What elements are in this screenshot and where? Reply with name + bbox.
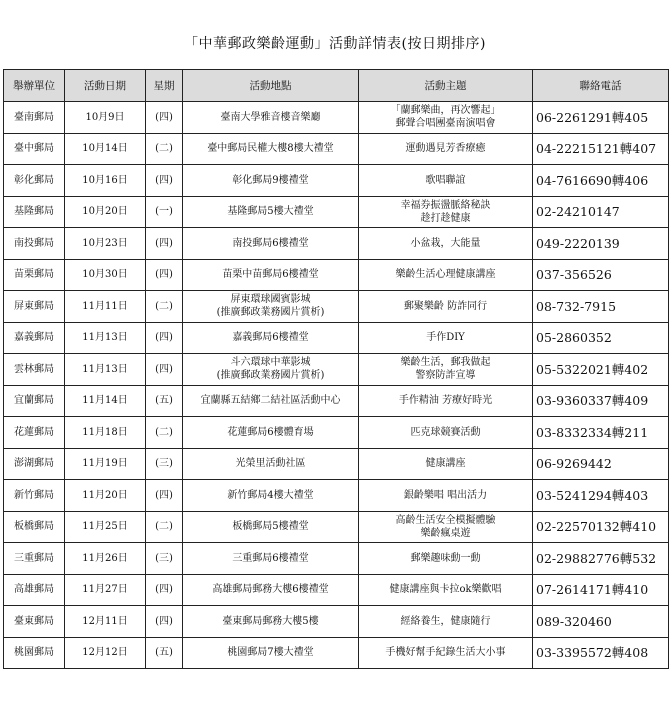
cell-phone: 02-24210147: [533, 196, 669, 228]
cell-location: 臺東郵局郵務大樓5樓: [183, 606, 359, 638]
cell-weekday: (四): [146, 354, 183, 386]
cell-theme: 郵聚樂齡 防詐同行: [359, 291, 533, 323]
cell-theme: 樂齡生活心理健康講座: [359, 259, 533, 291]
cell-unit: 桃園郵局: [4, 637, 65, 669]
cell-theme: 手作精油 芳療好時光: [359, 385, 533, 417]
cell-phone: 02-29882776轉532: [533, 543, 669, 575]
cell-location: 高雄郵局郵務大樓6樓禮堂: [183, 574, 359, 606]
cell-unit: 苗栗郵局: [4, 259, 65, 291]
page-title: 「中華郵政樂齡運動」活動詳情表(按日期排序): [184, 36, 486, 52]
cell-unit: 高雄郵局: [4, 574, 65, 606]
cell-weekday: (四): [146, 322, 183, 354]
cell-theme: 手機好幫手紀錄生活大小事: [359, 637, 533, 669]
cell-phone: 06-9269442: [533, 448, 669, 480]
cell-unit: 彰化郵局: [4, 165, 65, 197]
cell-phone: 04-7616690轉406: [533, 165, 669, 197]
header-location: 活動地點: [183, 70, 359, 102]
cell-weekday: (四): [146, 574, 183, 606]
cell-location: 基隆郵局5樓大禮堂: [183, 196, 359, 228]
header-unit: 舉辦單位: [4, 70, 65, 102]
cell-date: 11月13日: [65, 354, 146, 386]
table-row: [4, 637, 669, 669]
table-row: [4, 165, 669, 197]
cell-unit: 南投郵局: [4, 228, 65, 260]
cell-date: 11月13日: [65, 322, 146, 354]
cell-unit: 新竹郵局: [4, 480, 65, 512]
header-weekday: 星期: [146, 70, 183, 102]
activity-table: [3, 69, 669, 669]
cell-theme: 經絡養生，健康隨行: [359, 606, 533, 638]
cell-theme: 銀齡樂唱 唱出活力: [359, 480, 533, 512]
cell-date: 11月27日: [65, 574, 146, 606]
cell-unit: 屏東郵局: [4, 291, 65, 323]
cell-theme: 匹克球競賽活動: [359, 417, 533, 449]
cell-weekday: (二): [146, 291, 183, 323]
table-row: [4, 354, 669, 386]
cell-location: 板橋郵局5樓禮堂: [183, 511, 359, 543]
cell-date: 10月14日: [65, 133, 146, 165]
table-row: [4, 417, 669, 449]
cell-weekday: (二): [146, 417, 183, 449]
cell-date: 10月30日: [65, 259, 146, 291]
header-phone: 聯絡電話: [533, 70, 669, 102]
cell-date: 10月16日: [65, 165, 146, 197]
cell-weekday: (三): [146, 543, 183, 575]
cell-theme: 健康講座與卡拉ok樂歡唱: [359, 574, 533, 606]
cell-date: 10月20日: [65, 196, 146, 228]
cell-theme: 「蘭郵樂曲，再次響起」 郵聲合唱團臺南演唱會: [359, 102, 533, 134]
table-row: [4, 291, 669, 323]
cell-weekday: (四): [146, 228, 183, 260]
cell-weekday: (四): [146, 480, 183, 512]
table-body: [4, 102, 669, 669]
cell-weekday: (四): [146, 165, 183, 197]
cell-theme: 運動遇見芳香療癒: [359, 133, 533, 165]
cell-phone: 037-356526: [533, 259, 669, 291]
cell-date: 10月23日: [65, 228, 146, 260]
cell-date: 12月11日: [65, 606, 146, 638]
cell-theme: 幸福券振盪脈絡秘訣 趁打趁健康: [359, 196, 533, 228]
cell-unit: 臺東郵局: [4, 606, 65, 638]
table-row: [4, 259, 669, 291]
cell-phone: 08-732-7915: [533, 291, 669, 323]
cell-date: 11月20日: [65, 480, 146, 512]
cell-unit: 花蓮郵局: [4, 417, 65, 449]
cell-location: 臺南大學雅音樓音樂廳: [183, 102, 359, 134]
cell-phone: 03-8332334轉211: [533, 417, 669, 449]
cell-weekday: (二): [146, 133, 183, 165]
cell-weekday: (一): [146, 196, 183, 228]
cell-theme: 高齡生活安全模擬體驗 樂齡瘋桌遊: [359, 511, 533, 543]
cell-unit: 臺南郵局: [4, 102, 65, 134]
cell-weekday: (五): [146, 637, 183, 669]
cell-weekday: (四): [146, 102, 183, 134]
header-date: 活動日期: [65, 70, 146, 102]
table-row: [4, 196, 669, 228]
cell-unit: 宜蘭郵局: [4, 385, 65, 417]
cell-weekday: (二): [146, 511, 183, 543]
cell-weekday: (四): [146, 606, 183, 638]
cell-date: 11月25日: [65, 511, 146, 543]
cell-location: 南投郵局6樓禮堂: [183, 228, 359, 260]
cell-theme: 郵樂趣味動一動: [359, 543, 533, 575]
cell-phone: 02-22570132轉410: [533, 511, 669, 543]
cell-phone: 049-2220139: [533, 228, 669, 260]
cell-phone: 07-2614171轉410: [533, 574, 669, 606]
cell-theme: 樂齡生活，郵我做起 警察防詐宣導: [359, 354, 533, 386]
header-theme: 活動主題: [359, 70, 533, 102]
cell-location: 苗栗中苗郵局6樓禮堂: [183, 259, 359, 291]
cell-theme: 健康講座: [359, 448, 533, 480]
cell-unit: 雲林郵局: [4, 354, 65, 386]
cell-phone: 03-9360337轉409: [533, 385, 669, 417]
cell-location: 嘉義郵局6樓禮堂: [183, 322, 359, 354]
cell-date: 11月26日: [65, 543, 146, 575]
cell-unit: 臺中郵局: [4, 133, 65, 165]
cell-phone: 03-5241294轉403: [533, 480, 669, 512]
cell-unit: 基隆郵局: [4, 196, 65, 228]
cell-theme: 歌唱聯誼: [359, 165, 533, 197]
cell-location: 彰化郵局9樓禮堂: [183, 165, 359, 197]
table-row: [4, 385, 669, 417]
table-row: [4, 448, 669, 480]
cell-date: 11月19日: [65, 448, 146, 480]
cell-phone: 05-2860352: [533, 322, 669, 354]
cell-date: 11月11日: [65, 291, 146, 323]
cell-unit: 澎湖郵局: [4, 448, 65, 480]
cell-date: 11月14日: [65, 385, 146, 417]
cell-weekday: (五): [146, 385, 183, 417]
cell-location: 花蓮郵局6樓體育場: [183, 417, 359, 449]
cell-location: 桃園郵局7樓大禮堂: [183, 637, 359, 669]
table-row: [4, 102, 669, 134]
cell-weekday: (三): [146, 448, 183, 480]
table-row: [4, 228, 669, 260]
table-row: [4, 574, 669, 606]
cell-phone: 04-22215121轉407: [533, 133, 669, 165]
table-row: [4, 606, 669, 638]
cell-unit: 嘉義郵局: [4, 322, 65, 354]
cell-location: 新竹郵局4樓大禮堂: [183, 480, 359, 512]
cell-location: 宜蘭縣五結鄉二結社區活動中心: [183, 385, 359, 417]
table-row: [4, 133, 669, 165]
cell-theme: 小盆栽，大能量: [359, 228, 533, 260]
table-header-row: [4, 70, 669, 102]
table-row: [4, 511, 669, 543]
cell-date: 12月12日: [65, 637, 146, 669]
table-row: [4, 480, 669, 512]
cell-location: 臺中郵局民權大樓8樓大禮堂: [183, 133, 359, 165]
cell-phone: 06-2261291轉405: [533, 102, 669, 134]
cell-location: 斗六環球中華影城 (推廣郵政業務國片賞析): [183, 354, 359, 386]
table-row: [4, 543, 669, 575]
cell-phone: 03-3395572轉408: [533, 637, 669, 669]
cell-location: 屏東環球國賓影城 (推廣郵政業務國片賞析): [183, 291, 359, 323]
table-row: [4, 322, 669, 354]
cell-weekday: (四): [146, 259, 183, 291]
cell-date: 10月9日: [65, 102, 146, 134]
cell-unit: 板橋郵局: [4, 511, 65, 543]
cell-phone: 05-5322021轉402: [533, 354, 669, 386]
cell-phone: 089-320460: [533, 606, 669, 638]
cell-date: 11月18日: [65, 417, 146, 449]
cell-location: 三重郵局6樓禮堂: [183, 543, 359, 575]
cell-unit: 三重郵局: [4, 543, 65, 575]
cell-theme: 手作DIY: [359, 322, 533, 354]
cell-location: 光榮里活動社區: [183, 448, 359, 480]
